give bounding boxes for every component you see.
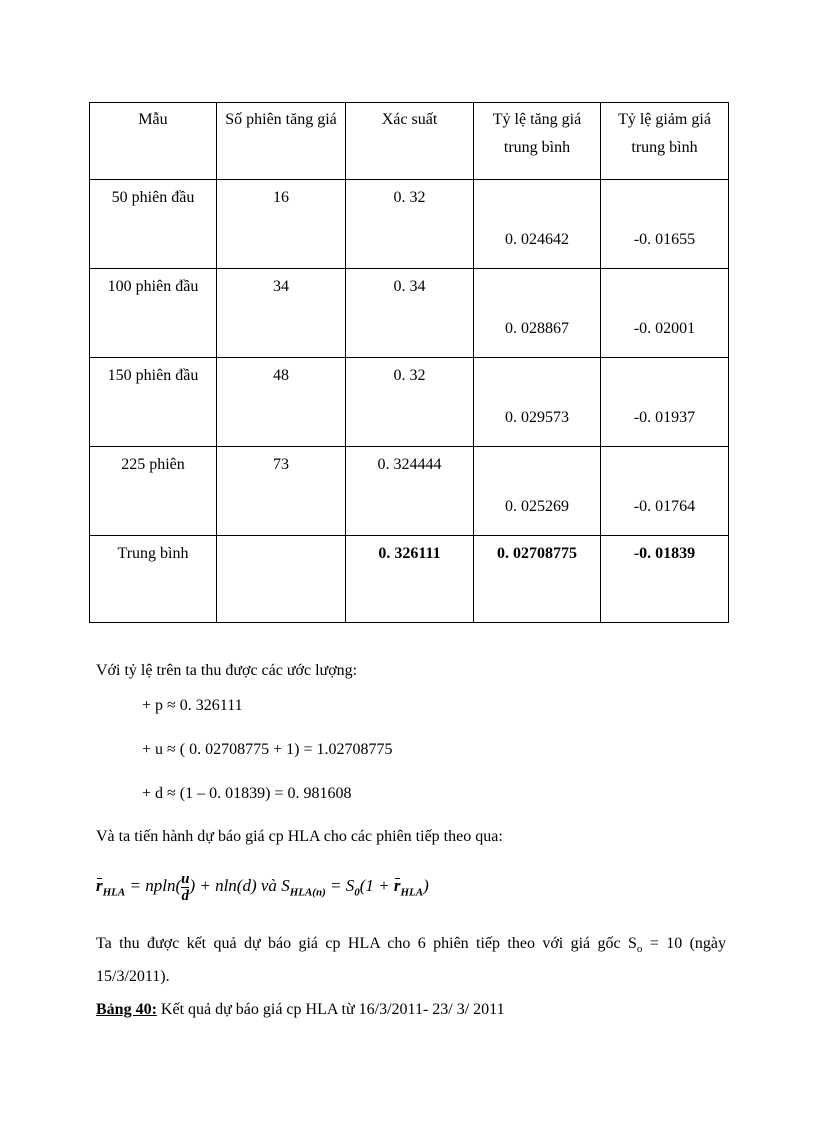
result-paragraph: Ta thu được kết quả dự báo giá cp HLA cho 6 phiên tiếp theo với giá gốc $S_o = 10$ (ngày 15/3/2011). [96,935,727,986]
formula-s: S [281,876,290,895]
average-prob: 0. 326111 [378,545,441,562]
table-row [90,447,729,536]
estimates-intro: Với tỷ lệ trên ta thu được các ước lượng: [96,662,358,679]
up-count-cell: 16 [273,189,289,206]
forecast-intro: Và ta tiến hành dự báo giá cp HLA cho các phiên tiếp theo qua: [96,828,503,845]
sample-cell: 150 phiên đầu [107,367,199,384]
up-rate-cell: 0. 025269 [505,498,569,515]
sample-cell: 225 phiên [121,456,185,473]
header-cell: Tỷ lệ giảm giá trung bình [601,103,729,180]
sample-cell: 100 phiên đầu [107,278,199,295]
up-count-cell: 34 [273,278,289,295]
up-rate-cell: 0. 028867 [505,320,569,337]
estimate-d: + d ≈ (1 – 0. 01839) = 0. 981608 [142,785,352,802]
table-caption [96,999,505,1021]
up-count-cell: 48 [273,367,289,384]
header-cell: Số phiên tăng giá [217,103,346,180]
table-header-row [90,103,729,180]
average-up-count [217,536,345,540]
prob-cell: 0. 32 [393,189,426,206]
down-rate-cell: -0. 02001 [633,320,696,337]
prob-cell: 0. 34 [393,278,426,295]
table-row [90,180,729,269]
header-cell: Tỷ lệ tăng giá trung bình [474,103,601,180]
caption-label: Bảng 40: [96,1001,157,1018]
formula-r: r [96,876,103,895]
prob-cell: 0. 324444 [377,456,442,473]
estimate-p: + p ≈ 0. 326111 [142,697,243,714]
caption-text: Kết quả dự báo giá cp HLA từ 16/3/2011- 23/ 3/ 2011 [156,1001,505,1018]
up-rate-cell: 0. 024642 [505,231,569,248]
down-rate-cell: -0. 01937 [633,409,696,426]
average-up-rate: 0. 02708775 [497,545,577,562]
average-label: Trung bình [117,545,189,562]
up-rate-cell: 0. 029573 [505,409,569,426]
formula-fraction: $\frac{u}{d}$ [181,870,190,904]
down-rate-cell: -0. 01764 [633,498,696,515]
up-count-cell: 73 [273,456,289,473]
header-cell: Xác suất [346,103,474,180]
table-row [90,358,729,447]
prob-cell: 0. 32 [393,367,426,384]
table-row [90,269,729,358]
estimate-u: + u ≈ ( 0. 02708775 + 1) = 1.02708775 [142,741,393,758]
sample-cell: 50 phiên đầu [111,189,195,206]
average-down-rate: -0. 01839 [633,545,696,562]
forecast-formula: $r_{HLA} = npln$( $\frac{u}{d}$ ) + nln(d) và $S_{HLA(n)} = S_0(1 + r_{HLA})$ [96,870,429,904]
table-average-row [90,536,729,623]
down-rate-cell: -0. 01655 [633,231,696,248]
header-cell: Mẫu [90,103,217,180]
forecast-table [89,102,729,623]
